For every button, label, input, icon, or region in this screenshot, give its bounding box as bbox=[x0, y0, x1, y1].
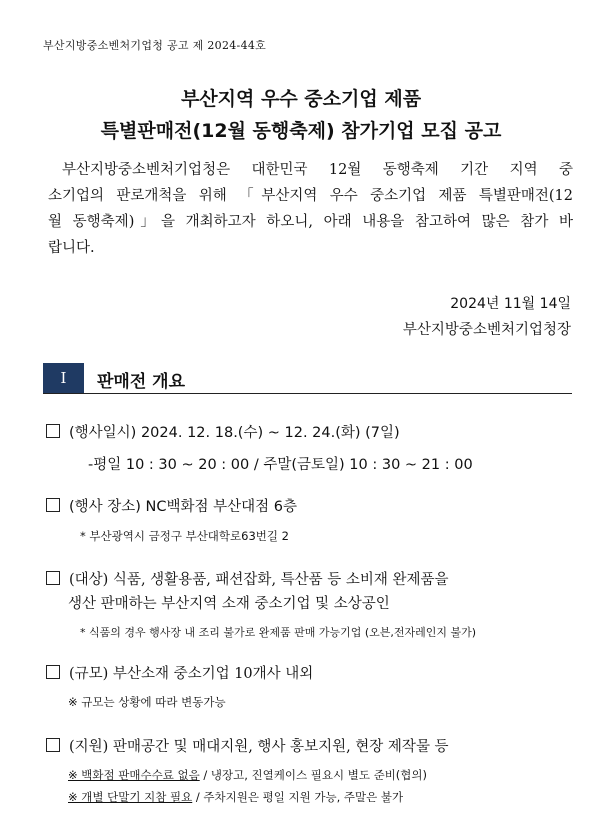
checkbox-square-icon bbox=[46, 424, 60, 438]
item-support-text: (지원) 판매공간 및 매대지원, 행사 홍보지원, 현장 제작물 등 bbox=[69, 739, 449, 755]
section-number-badge: Ⅰ bbox=[43, 363, 84, 393]
support-note-2-rest: / 주차지원은 평일 지원 가능, 주말은 불가 bbox=[192, 790, 404, 804]
section-title: 판매전 개요 bbox=[97, 372, 186, 392]
item-venue-note: * 부산광역시 금정구 부산대학로63번길 2 bbox=[80, 529, 289, 543]
support-note-2-emphasis: ※ 개별 단말기 지참 필요 bbox=[68, 790, 193, 804]
support-note-1-emphasis: ※ 백화점 판매수수료 없음 bbox=[68, 768, 200, 782]
item-period-detail: -평일 10 : 30 ~ 20 : 00 / 주말(금토일) 10 : 30 ~ 21 : 00 bbox=[88, 457, 473, 473]
intro-line: 랍니다. bbox=[48, 240, 95, 256]
item-target-line-2: 생산 판매하는 부산지역 소재 중소기업 및 소상공인 bbox=[68, 596, 390, 612]
intro-line: 소기업의 판로개척을 위해 「부산지역 우수 중소기업 제품 특별판매전(12 bbox=[48, 188, 573, 204]
intro-line: 부산지방중소벤처기업청은 대한민국 12월 동행축제 기간 지역 중 bbox=[62, 162, 573, 178]
item-target-line-1: (대상) 식품, 생활용품, 패션잡화, 특산품 등 소비재 완제품을 bbox=[69, 572, 449, 588]
item-scale-text: (규모) 부산소재 중소기업 10개사 내외 bbox=[69, 666, 314, 682]
support-note-1-rest: / 냉장고, 진열케이스 필요시 별도 준비(협의) bbox=[199, 768, 427, 782]
checkbox-square-icon bbox=[46, 498, 60, 512]
issuing-organization: 부산지방중소벤처기업청장 bbox=[402, 322, 571, 338]
item-target bbox=[46, 568, 573, 589]
section-divider bbox=[43, 393, 572, 394]
item-venue bbox=[46, 495, 297, 516]
intro-paragraph bbox=[48, 157, 573, 261]
item-period-text: (행사일시) 2024. 12. 18.(수) ~ 12. 24.(화) (7일) bbox=[69, 425, 400, 441]
document-title-line-1: 부산지역 우수 중소기업 제품 bbox=[180, 88, 422, 110]
document-title-line-2: 특별판매전(12월 동행축제) 참가기업 모집 공고 bbox=[100, 120, 502, 142]
item-venue-text: (행사 장소) NC백화점 부산대점 6층 bbox=[69, 499, 298, 515]
item-period bbox=[46, 421, 400, 442]
notice-date: 2024년 11월 14일 bbox=[450, 296, 571, 312]
item-scale-note: ※ 규모는 상황에 따라 변동가능 bbox=[68, 695, 226, 709]
item-support-note-2 bbox=[68, 789, 403, 805]
checkbox-square-icon bbox=[46, 665, 60, 679]
notice-number: 부산지방중소벤처기업청 공고 제 2024-44호 bbox=[43, 39, 267, 52]
item-scale bbox=[46, 662, 313, 683]
intro-line: 월 동행축제)」을 개최하고자 하오니, 아래 내용을 참고하여 많은 참가 바 bbox=[48, 214, 573, 230]
checkbox-square-icon bbox=[46, 738, 60, 752]
item-support bbox=[46, 735, 449, 756]
item-target-note: * 식품의 경우 행사장 내 조리 불가로 완제품 판매 가능기업 (오븐,전자레인지 불가) bbox=[80, 626, 477, 639]
item-support-note-1 bbox=[68, 767, 427, 783]
checkbox-square-icon bbox=[46, 571, 60, 585]
